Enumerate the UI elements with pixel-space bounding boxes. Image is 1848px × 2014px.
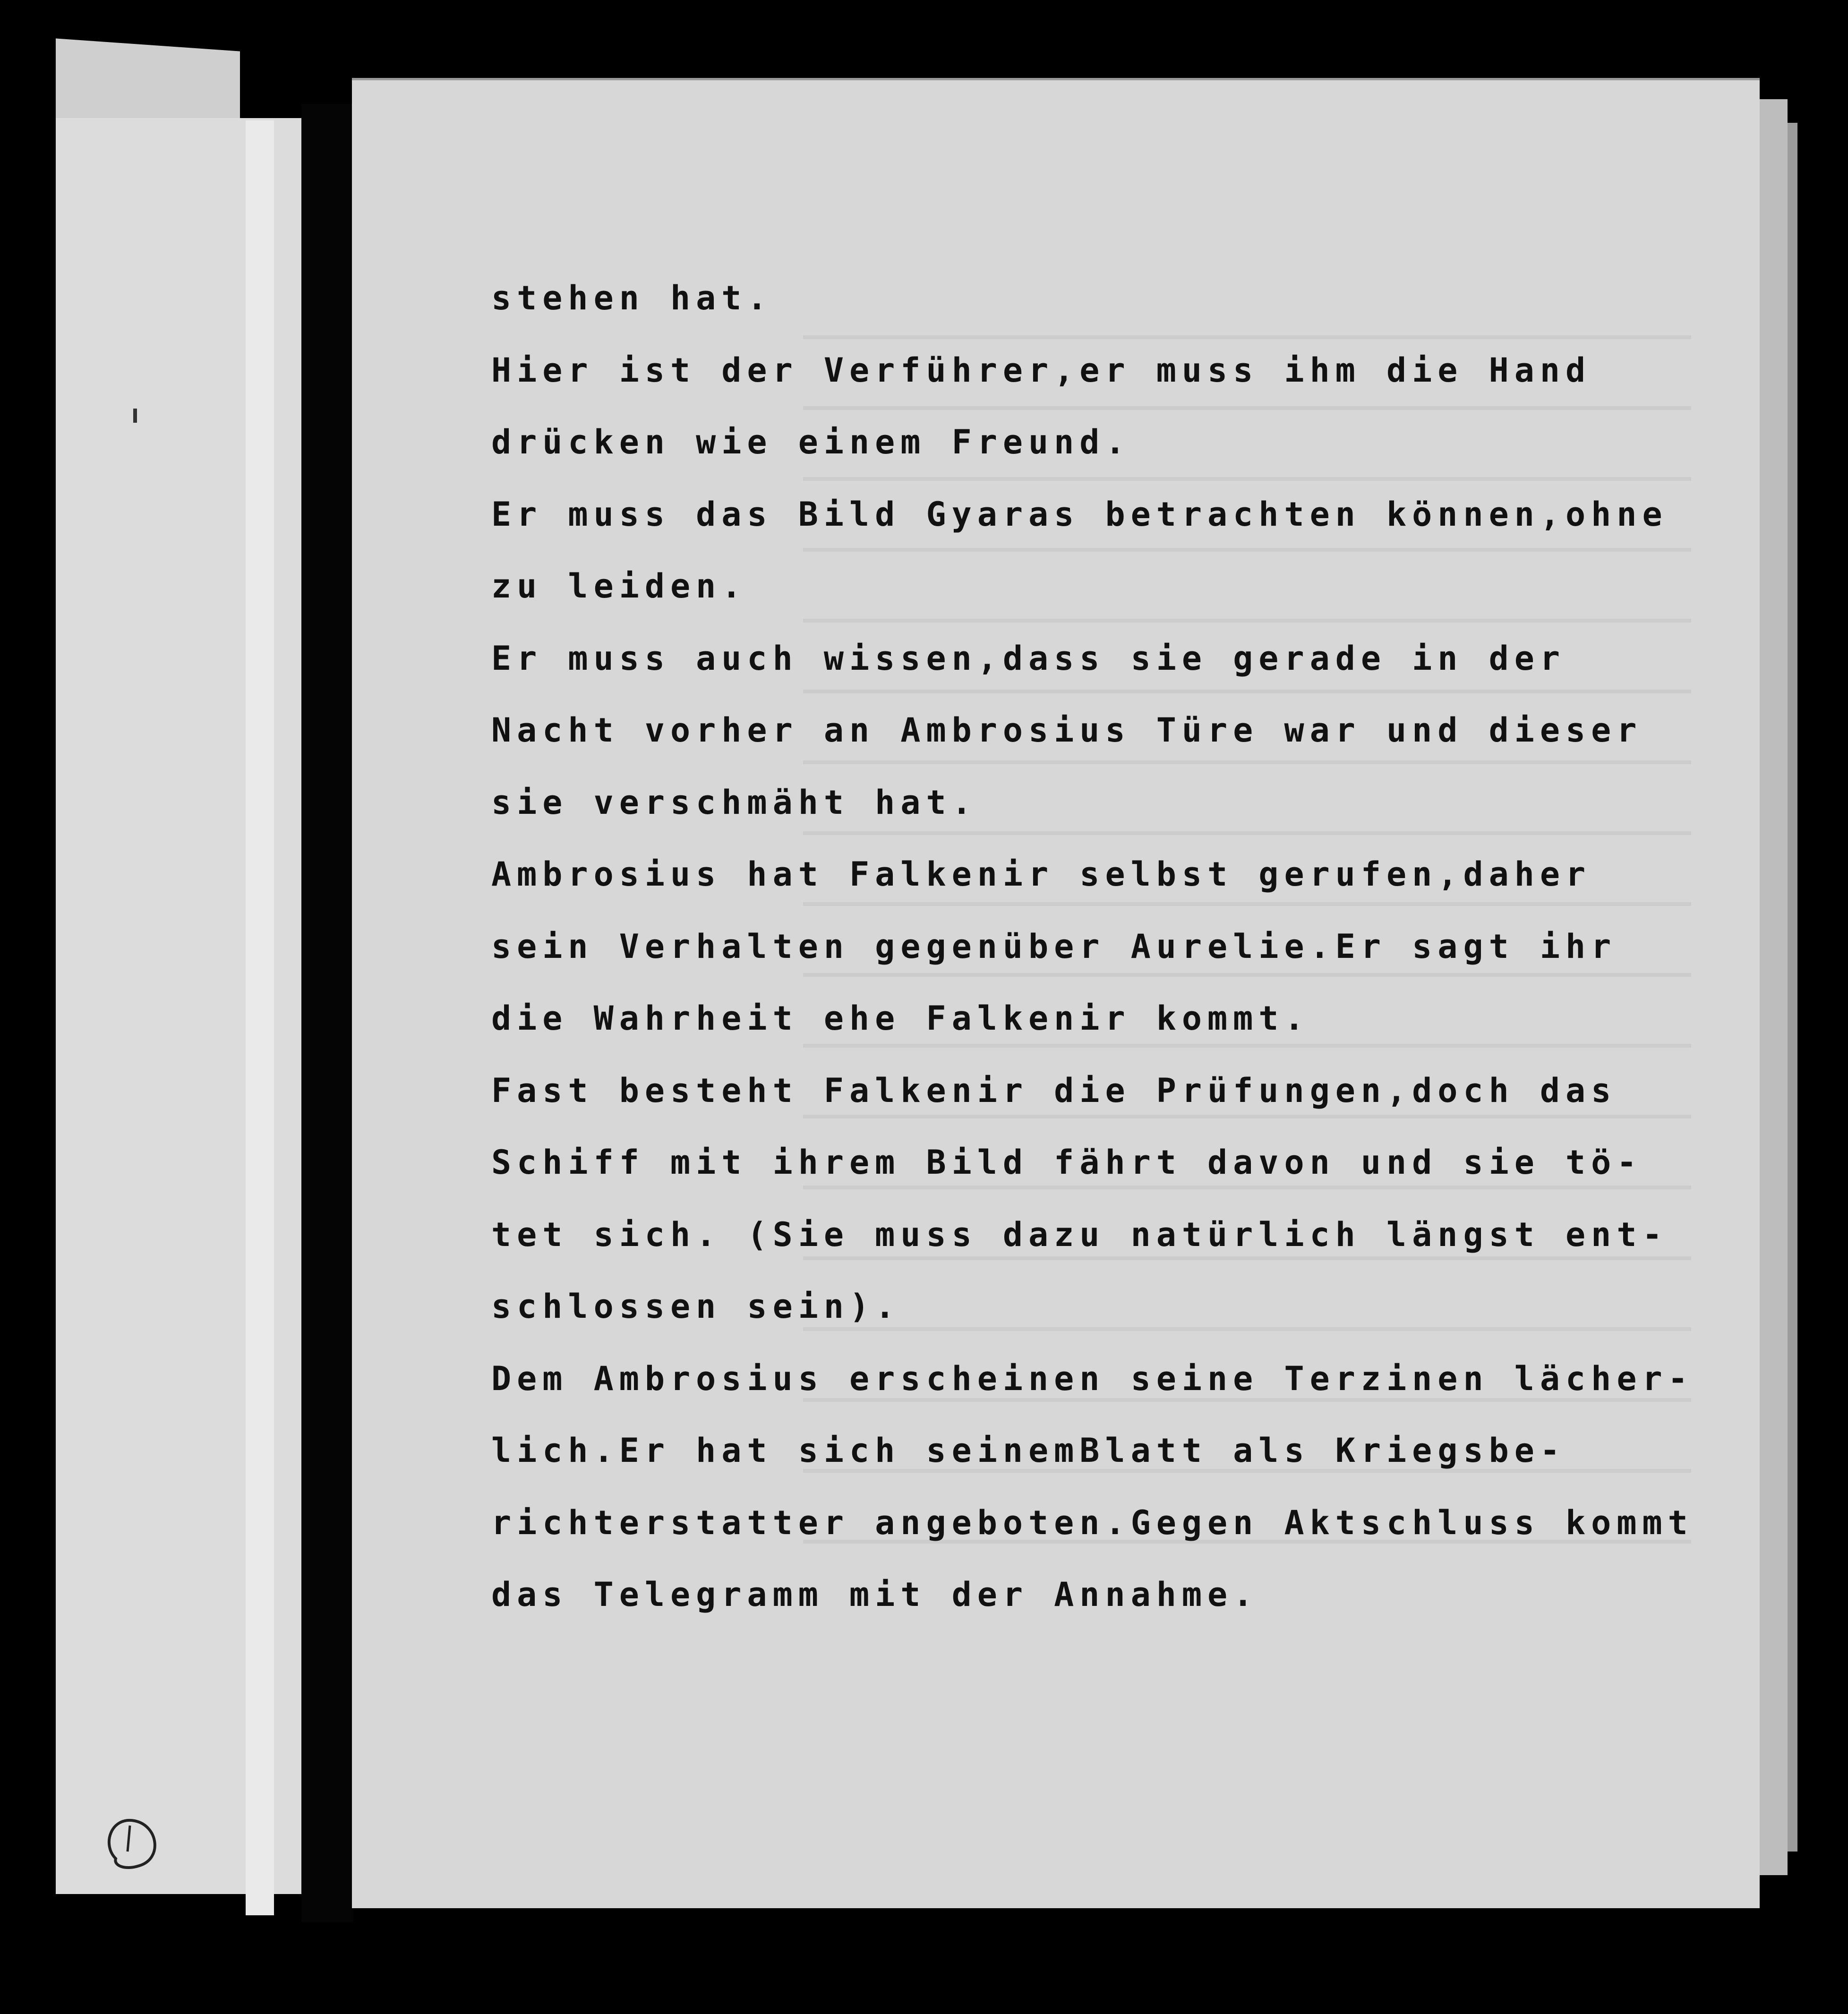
text-line: Nacht vorher an Ambrosius Türe war und dieser	[491, 711, 1643, 750]
text-line: richterstatter angeboten.Gegen Aktschluss kommt	[491, 1503, 1694, 1542]
text-line: schlossen sein).	[491, 1287, 901, 1326]
text-line: Er muss das Bild Gyaras betrachten können,ohne	[491, 495, 1668, 534]
text-line: Fast besteht Falkenir die Prüfungen,doch das	[491, 1071, 1617, 1110]
text-line: sein Verhalten gegenüber Aurelie.Er sagt ihr	[491, 927, 1617, 966]
text-line: Ambrosius hat Falkenir selbst gerufen,daher	[491, 855, 1591, 894]
margin-mark	[133, 409, 137, 423]
text-line: Er muss auch wissen,dass sie gerade in der	[491, 639, 1566, 678]
text-line: zu leiden.	[491, 567, 747, 606]
text-line: Hier ist der Verführer,er muss ihm die Hand	[491, 350, 1591, 390]
text-line: Dem Ambrosius erscheinen seine Terzinen lächer-	[491, 1359, 1694, 1398]
text-line: lich.Er hat sich seinemBlatt als Kriegsbe-	[491, 1431, 1566, 1470]
typed-text-block	[491, 262, 1694, 1631]
pencil-scribble-icon	[97, 1807, 168, 1877]
text-line: drücken wie einem Freund.	[491, 423, 1131, 461]
text-line: die Wahrheit ehe Falkenir kommt.	[491, 999, 1310, 1038]
page-stub	[246, 120, 274, 1915]
text-line: Schiff mit ihrem Bild fährt davon und sie tö-	[491, 1143, 1643, 1182]
text-line: das Telegramm mit der Annahme.	[491, 1575, 1259, 1614]
binding-gutter	[301, 104, 353, 1922]
text-line: sie verschmäht hat.	[491, 783, 977, 822]
text-line: stehen hat.	[491, 279, 773, 317]
text-line: tet sich. (Sie muss dazu natürlich längst ent-	[491, 1215, 1668, 1254]
